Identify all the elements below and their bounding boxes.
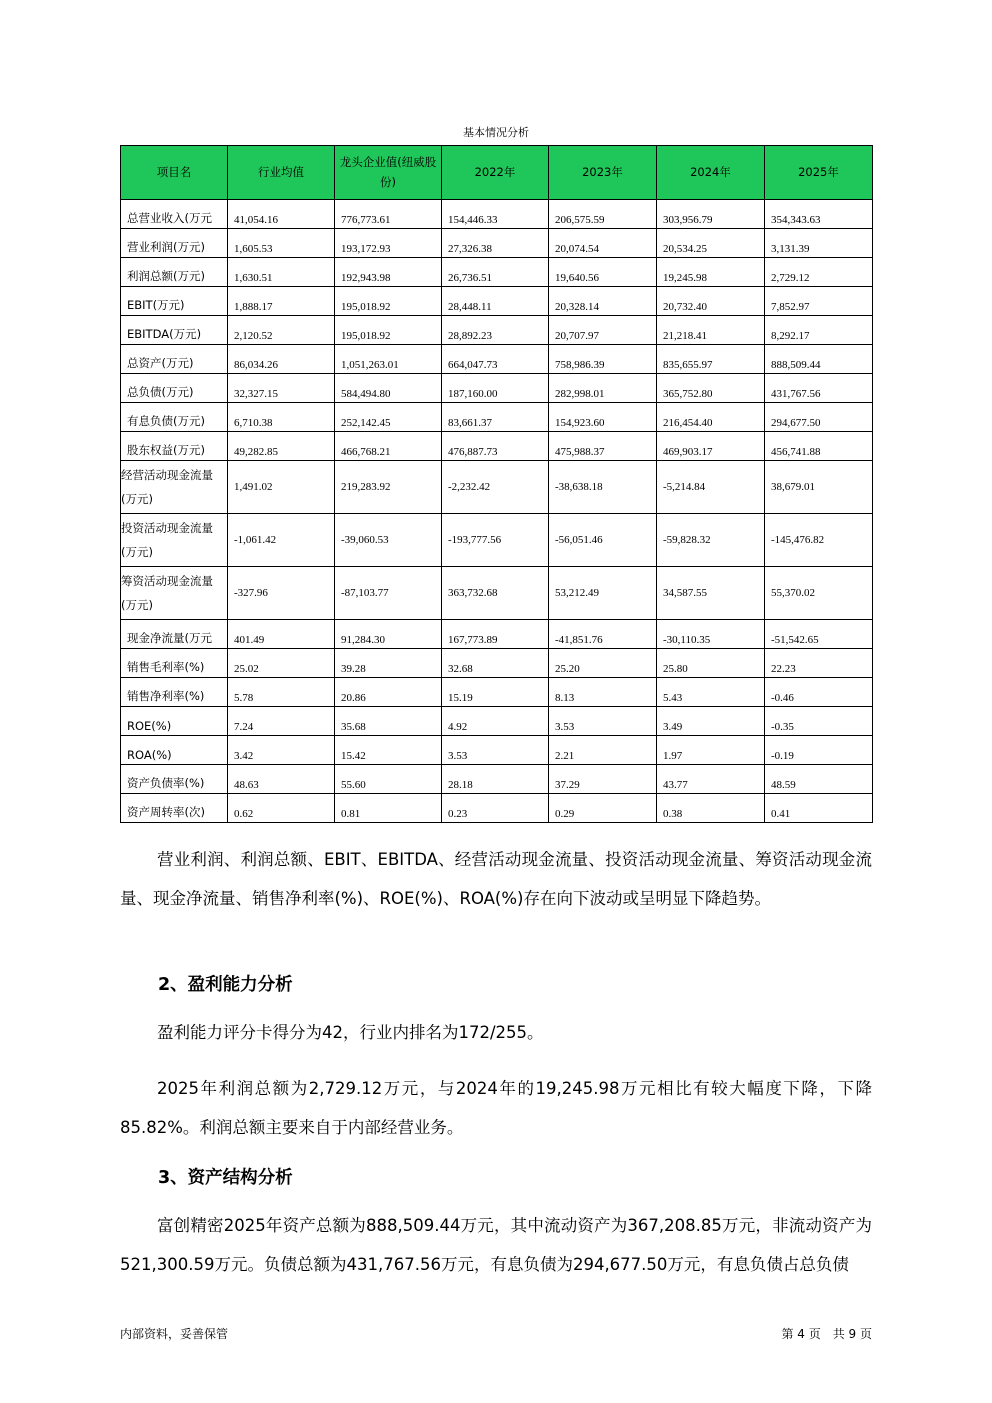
table-cell: 3.49 bbox=[657, 707, 765, 736]
table-row bbox=[121, 765, 873, 794]
header-leader-value: 龙头企业值(纽威股份) bbox=[335, 146, 442, 200]
table-cell: 456,741.88 bbox=[765, 432, 873, 461]
footer-page-number: 第 4 页 共 9 页 bbox=[781, 1327, 872, 1341]
table-cell: 0.38 bbox=[657, 794, 765, 823]
table-cell: 282,998.01 bbox=[549, 374, 657, 403]
table-cell: 401.49 bbox=[228, 620, 335, 649]
row-label: EBITDA(万元) bbox=[121, 316, 228, 345]
row-label: 营业利润(万元) bbox=[121, 229, 228, 258]
table-cell: 19,640.56 bbox=[549, 258, 657, 287]
table-cell: 25.02 bbox=[228, 649, 335, 678]
table-row bbox=[121, 707, 873, 736]
table-cell: 1,630.51 bbox=[228, 258, 335, 287]
row-label: 筹资活动现金流量(万元) bbox=[121, 567, 228, 620]
table-cell: -30,110.35 bbox=[657, 620, 765, 649]
table-cell: 1,605.53 bbox=[228, 229, 335, 258]
table-cell: 7,852.97 bbox=[765, 287, 873, 316]
table-row bbox=[121, 200, 873, 229]
financial-summary-table bbox=[120, 145, 873, 823]
table-cell: 476,887.73 bbox=[442, 432, 549, 461]
table-cell: 83,661.37 bbox=[442, 403, 549, 432]
table-cell: 8.13 bbox=[549, 678, 657, 707]
table-cell: 20,074.54 bbox=[549, 229, 657, 258]
table-cell: -0.35 bbox=[765, 707, 873, 736]
row-label: 投资活动现金流量(万元) bbox=[121, 514, 228, 567]
table-cell: 187,160.00 bbox=[442, 374, 549, 403]
table-cell: 431,767.56 bbox=[765, 374, 873, 403]
table-cell: 252,142.45 bbox=[335, 403, 442, 432]
table-cell: 4.92 bbox=[442, 707, 549, 736]
table-cell: 48.63 bbox=[228, 765, 335, 794]
table-row bbox=[121, 678, 873, 707]
table-cell: 22.23 bbox=[765, 649, 873, 678]
table-cell: 20,732.40 bbox=[657, 287, 765, 316]
table-cell: -5,214.84 bbox=[657, 461, 765, 514]
header-industry-avg: 行业均值 bbox=[228, 146, 335, 200]
table-cell: 20,328.14 bbox=[549, 287, 657, 316]
table-cell: 49,282.85 bbox=[228, 432, 335, 461]
table-cell: 365,752.80 bbox=[657, 374, 765, 403]
header-2023: 2023年 bbox=[549, 146, 657, 200]
table-cell: 1,051,263.01 bbox=[335, 345, 442, 374]
table-cell: 154,923.60 bbox=[549, 403, 657, 432]
table-cell: 475,988.37 bbox=[549, 432, 657, 461]
table-cell: 21,218.41 bbox=[657, 316, 765, 345]
table-row bbox=[121, 461, 873, 514]
table-cell: 37.29 bbox=[549, 765, 657, 794]
table-cell: 38,679.01 bbox=[765, 461, 873, 514]
table-cell: 32.68 bbox=[442, 649, 549, 678]
table-cell: 43.77 bbox=[657, 765, 765, 794]
table-row bbox=[121, 649, 873, 678]
trend-paragraph: 营业利润、利润总额、EBIT、EBITDA、经营活动现金流量、投资活动现金流量、筹资活动现金流量、现金净流量、销售净利率(%)、ROE(%)、ROA(%)存在向下波动或呈明显下降趋势。 bbox=[120, 850, 872, 908]
table-cell: 216,454.40 bbox=[657, 403, 765, 432]
table-cell: 154,446.33 bbox=[442, 200, 549, 229]
row-label: 有息负债(万元) bbox=[121, 403, 228, 432]
table-cell: 2.21 bbox=[549, 736, 657, 765]
table-row bbox=[121, 403, 873, 432]
table-cell: 294,677.50 bbox=[765, 403, 873, 432]
header-item-name: 项目名 bbox=[121, 146, 228, 200]
table-cell: -2,232.42 bbox=[442, 461, 549, 514]
table-row bbox=[121, 794, 873, 823]
table-cell: 19,245.98 bbox=[657, 258, 765, 287]
row-label: 总营业收入(万元 bbox=[121, 200, 228, 229]
table-cell: 5.78 bbox=[228, 678, 335, 707]
table-cell: 25.20 bbox=[549, 649, 657, 678]
table-row bbox=[121, 736, 873, 765]
table-cell: -193,777.56 bbox=[442, 514, 549, 567]
profitability-score-paragraph: 盈利能力评分卡得分为42，行业内排名为172/255。 bbox=[157, 1023, 544, 1042]
table-cell: 3.53 bbox=[549, 707, 657, 736]
footer-confidential-note: 内部资料，妥善保管 bbox=[120, 1327, 229, 1341]
table-row bbox=[121, 316, 873, 345]
table-cell: -1,061.42 bbox=[228, 514, 335, 567]
row-label: 现金净流量(万元 bbox=[121, 620, 228, 649]
table-cell: 7.24 bbox=[228, 707, 335, 736]
row-label: 销售净利率(%) bbox=[121, 678, 228, 707]
table-cell: 584,494.80 bbox=[335, 374, 442, 403]
row-label: ROE(%) bbox=[121, 707, 228, 736]
table-cell: 28,448.11 bbox=[442, 287, 549, 316]
table-cell: 25.80 bbox=[657, 649, 765, 678]
table-cell: -0.46 bbox=[765, 678, 873, 707]
header-2022: 2022年 bbox=[442, 146, 549, 200]
row-label: ROA(%) bbox=[121, 736, 228, 765]
table-cell: 363,732.68 bbox=[442, 567, 549, 620]
table-row bbox=[121, 514, 873, 567]
table-row bbox=[121, 432, 873, 461]
table-cell: 8,292.17 bbox=[765, 316, 873, 345]
table-row bbox=[121, 229, 873, 258]
table-cell: 86,034.26 bbox=[228, 345, 335, 374]
table-header-row bbox=[121, 146, 873, 200]
row-label: 总资产(万元) bbox=[121, 345, 228, 374]
table-cell: -145,476.82 bbox=[765, 514, 873, 567]
row-label: 股东权益(万元) bbox=[121, 432, 228, 461]
table-cell: -327.96 bbox=[228, 567, 335, 620]
table-cell: 193,172.93 bbox=[335, 229, 442, 258]
table-cell: 48.59 bbox=[765, 765, 873, 794]
table-row bbox=[121, 258, 873, 287]
table-row bbox=[121, 374, 873, 403]
table-cell: 55,370.02 bbox=[765, 567, 873, 620]
table-cell: 5.43 bbox=[657, 678, 765, 707]
row-label: EBIT(万元) bbox=[121, 287, 228, 316]
table-cell: 167,773.89 bbox=[442, 620, 549, 649]
table-row bbox=[121, 287, 873, 316]
asset-structure-paragraph: 富创精密2025年资产总额为888,509.44万元，其中流动资产为367,208.85万元，非流动资产为521,300.59万元。负债总额为431,767.56万元，有息负债为294,677.50万元，有息负债占总负债 bbox=[120, 1216, 872, 1274]
table-cell: 1,888.17 bbox=[228, 287, 335, 316]
table-cell: -39,060.53 bbox=[335, 514, 442, 567]
table-cell: 206,575.59 bbox=[549, 200, 657, 229]
header-2025: 2025年 bbox=[765, 146, 873, 200]
table-cell: 0.29 bbox=[549, 794, 657, 823]
table-cell: 27,326.38 bbox=[442, 229, 549, 258]
table-cell: -38,638.18 bbox=[549, 461, 657, 514]
table-cell: 1,491.02 bbox=[228, 461, 335, 514]
table-cell: 91,284.30 bbox=[335, 620, 442, 649]
table-cell: 28.18 bbox=[442, 765, 549, 794]
row-label: 经营活动现金流量(万元) bbox=[121, 461, 228, 514]
table-cell: 354,343.63 bbox=[765, 200, 873, 229]
table-cell: 20,534.25 bbox=[657, 229, 765, 258]
table-cell: 0.41 bbox=[765, 794, 873, 823]
table-cell: 0.62 bbox=[228, 794, 335, 823]
table-row bbox=[121, 345, 873, 374]
table-cell: 303,956.79 bbox=[657, 200, 765, 229]
table-cell: 1.97 bbox=[657, 736, 765, 765]
table-cell: -87,103.77 bbox=[335, 567, 442, 620]
row-label: 资产负债率(%) bbox=[121, 765, 228, 794]
table-cell: -51,542.65 bbox=[765, 620, 873, 649]
table-cell: 35.68 bbox=[335, 707, 442, 736]
header-2024: 2024年 bbox=[657, 146, 765, 200]
table-cell: 776,773.61 bbox=[335, 200, 442, 229]
row-label: 资产周转率(次) bbox=[121, 794, 228, 823]
table-cell: 195,018.92 bbox=[335, 316, 442, 345]
table-cell: 3,131.39 bbox=[765, 229, 873, 258]
section-heading-asset-structure: 3、资产结构分析 bbox=[158, 1168, 293, 1188]
table-cell: 0.23 bbox=[442, 794, 549, 823]
table-cell: -41,851.76 bbox=[549, 620, 657, 649]
row-label: 销售毛利率(%) bbox=[121, 649, 228, 678]
table-cell: 664,047.73 bbox=[442, 345, 549, 374]
table-cell: 2,729.12 bbox=[765, 258, 873, 287]
table-cell: 219,283.92 bbox=[335, 461, 442, 514]
table-cell: 15.19 bbox=[442, 678, 549, 707]
table-cell: 2,120.52 bbox=[228, 316, 335, 345]
row-label: 总负债(万元) bbox=[121, 374, 228, 403]
table-cell: 53,212.49 bbox=[549, 567, 657, 620]
table-row bbox=[121, 567, 873, 620]
table-cell: 3.53 bbox=[442, 736, 549, 765]
table-cell: 3.42 bbox=[228, 736, 335, 765]
table-cell: 26,736.51 bbox=[442, 258, 549, 287]
table-cell: 15.42 bbox=[335, 736, 442, 765]
table-cell: 20,707.97 bbox=[549, 316, 657, 345]
table-cell: -0.19 bbox=[765, 736, 873, 765]
table-cell: -56,051.46 bbox=[549, 514, 657, 567]
row-label: 利润总额(万元) bbox=[121, 258, 228, 287]
table-cell: 0.81 bbox=[335, 794, 442, 823]
table-cell: 32,327.15 bbox=[228, 374, 335, 403]
table-row bbox=[121, 620, 873, 649]
table-cell: 28,892.23 bbox=[442, 316, 549, 345]
table-cell: 888,509.44 bbox=[765, 345, 873, 374]
table-caption: 基本情况分析 bbox=[463, 126, 529, 139]
table-cell: 34,587.55 bbox=[657, 567, 765, 620]
table-cell: 835,655.97 bbox=[657, 345, 765, 374]
table-cell: 758,986.39 bbox=[549, 345, 657, 374]
table-cell: 469,903.17 bbox=[657, 432, 765, 461]
profit-total-paragraph: 2025年利润总额为2,729.12万元，与2024年的19,245.98万元相比有较大幅度下降，下降85.82%。利润总额主要来自于内部经营业务。 bbox=[120, 1079, 872, 1137]
table-cell: 6,710.38 bbox=[228, 403, 335, 432]
table-cell: 55.60 bbox=[335, 765, 442, 794]
table-cell: 20.86 bbox=[335, 678, 442, 707]
section-heading-profitability: 2、盈利能力分析 bbox=[158, 975, 293, 995]
table-cell: 39.28 bbox=[335, 649, 442, 678]
table-cell: 195,018.92 bbox=[335, 287, 442, 316]
table-cell: 466,768.21 bbox=[335, 432, 442, 461]
table-cell: 192,943.98 bbox=[335, 258, 442, 287]
table-cell: 41,054.16 bbox=[228, 200, 335, 229]
table-cell: -59,828.32 bbox=[657, 514, 765, 567]
